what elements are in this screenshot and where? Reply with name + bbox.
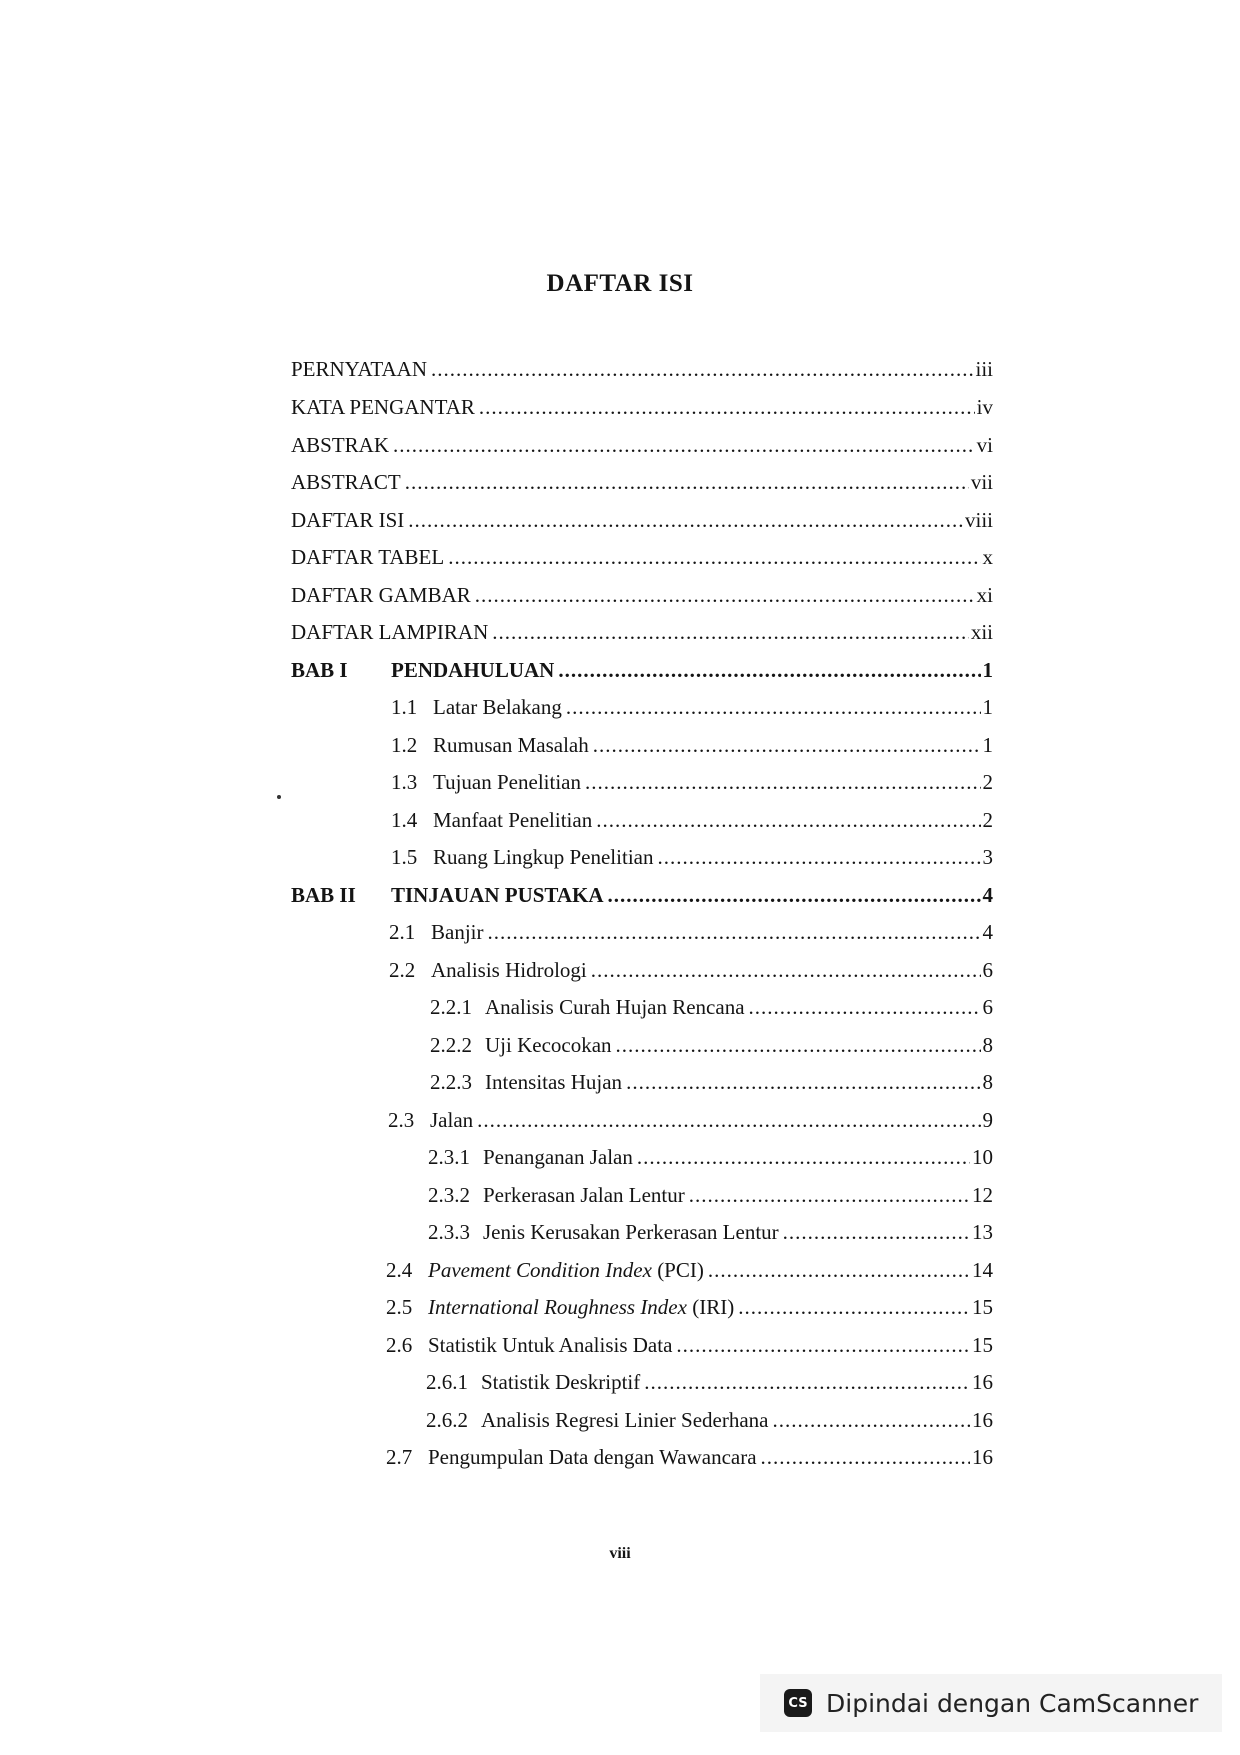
leader-dots (566, 693, 981, 721)
leader-dots (479, 393, 975, 421)
leader-dots (708, 1256, 970, 1284)
leader-dots (761, 1443, 970, 1471)
section-number: 2.5 (386, 1295, 413, 1319)
toc-label: Statistik Untuk Analisis Data (428, 1333, 673, 1357)
toc-page: vii (970, 470, 993, 494)
toc-section-entry[interactable] (391, 693, 993, 723)
stray-dot (277, 795, 281, 799)
leader-dots (558, 656, 980, 684)
toc-label: PENDAHULUAN (391, 658, 555, 682)
toc-label (428, 1293, 734, 1321)
toc-subsection-entry[interactable] (430, 1068, 993, 1098)
leader-dots (585, 768, 981, 796)
toc-entry[interactable] (291, 581, 993, 611)
toc-subsection-entry[interactable] (430, 993, 993, 1023)
toc-label-italic: Pavement Condition Index (428, 1258, 652, 1282)
section-number: 2.4 (386, 1258, 413, 1282)
toc-page: 8 (982, 1033, 993, 1057)
section-number: 2.2.2 (430, 1033, 472, 1057)
toc-subsection-entry[interactable] (426, 1406, 993, 1436)
leader-dots (593, 731, 981, 759)
toc-section-entry[interactable] (391, 731, 993, 761)
toc-entry[interactable] (291, 431, 993, 461)
toc-page: xi (976, 583, 993, 607)
leader-dots (749, 993, 981, 1021)
toc-label-italic: International Roughness Index (428, 1295, 687, 1319)
toc-subsection-entry[interactable] (426, 1368, 993, 1398)
toc-label: TINJAUAN PUSTAKA (391, 883, 604, 907)
toc-page: 2 (982, 770, 993, 794)
leader-dots (431, 355, 973, 383)
toc-page: 9 (982, 1108, 993, 1132)
section-number: 2.3 (388, 1108, 415, 1132)
section-number: 2.1 (389, 920, 416, 944)
toc-label: ABSTRACT (291, 470, 401, 494)
leader-dots (644, 1368, 970, 1396)
toc-page: 16 (972, 1408, 993, 1432)
leader-dots (773, 1406, 971, 1434)
leader-dots (676, 1331, 970, 1359)
section-number: 2.2 (389, 958, 416, 982)
toc-label: ABSTRAK (291, 433, 390, 457)
leader-dots (488, 918, 981, 946)
toc-page: 16 (972, 1370, 993, 1394)
toc-page: iii (975, 357, 993, 381)
toc-label: DAFTAR GAMBAR (291, 583, 471, 607)
leader-dots (657, 843, 980, 871)
leader-dots (492, 618, 969, 646)
toc-page: 1 (982, 733, 993, 757)
leader-dots (783, 1218, 970, 1246)
toc-section-entry[interactable] (386, 1443, 993, 1473)
section-number: 1.4 (391, 808, 418, 832)
toc-chapter-entry[interactable] (291, 881, 993, 911)
toc-label: Statistik Deskriptif (481, 1370, 641, 1394)
toc-page: 8 (982, 1070, 993, 1094)
toc-label (428, 1256, 704, 1284)
toc-label: Ruang Lingkup Penelitian (433, 845, 654, 869)
toc-label: Analisis Curah Hujan Rencana (485, 995, 745, 1019)
toc-entry[interactable] (291, 393, 993, 423)
toc-page: x (982, 545, 993, 569)
leader-dots (475, 581, 975, 609)
toc-label: Pengumpulan Data dengan Wawancara (428, 1445, 757, 1469)
section-number: 2.6.1 (426, 1370, 468, 1394)
toc-page: 4 (982, 883, 993, 907)
toc-entry[interactable] (291, 506, 993, 536)
section-number: 2.2.3 (430, 1070, 472, 1094)
toc-page: 15 (972, 1333, 993, 1357)
leader-dots (608, 881, 981, 909)
leader-dots (405, 468, 969, 496)
toc-label: DAFTAR TABEL (291, 545, 445, 569)
leader-dots (393, 431, 975, 459)
toc-entry[interactable] (291, 468, 993, 498)
toc-page: viii (964, 508, 993, 532)
toc-page: 6 (982, 958, 993, 982)
toc-entry[interactable] (291, 355, 993, 385)
toc-section-entry[interactable] (391, 768, 993, 798)
toc-section-entry[interactable] (386, 1256, 993, 1286)
toc-entry[interactable] (291, 618, 993, 648)
chapter-number: BAB II (291, 883, 356, 907)
section-number: 2.2.1 (430, 995, 472, 1019)
toc-label: KATA PENGANTAR (291, 395, 475, 419)
toc-label: Analisis Hidrologi (431, 958, 587, 982)
page-number: viii (609, 1545, 631, 1562)
toc-entry[interactable] (291, 543, 993, 573)
toc-label: Intensitas Hujan (485, 1070, 623, 1094)
toc-label: Analisis Regresi Linier Sederhana (481, 1408, 769, 1432)
toc-page: 1 (982, 658, 993, 682)
watermark-text: Dipindai dengan CamScanner (826, 1688, 1199, 1718)
toc-chapter-entry[interactable] (291, 656, 993, 686)
toc-section-entry[interactable] (386, 1331, 993, 1361)
toc-label: Manfaat Penelitian (433, 808, 593, 832)
toc-section-entry[interactable] (388, 1106, 993, 1136)
section-number: 1.3 (391, 770, 418, 794)
toc-label: Rumusan Masalah (433, 733, 589, 757)
leader-dots (591, 956, 981, 984)
toc-label: Uji Kecocokan (485, 1033, 612, 1057)
leader-dots (637, 1143, 970, 1171)
section-number: 1.5 (391, 845, 418, 869)
camscanner-logo-icon: CS (784, 1689, 812, 1717)
toc-page: 1 (982, 695, 993, 719)
toc-page: xii (970, 620, 993, 644)
section-number: 2.3.1 (428, 1145, 470, 1169)
toc-label: Jalan (430, 1108, 474, 1132)
toc-section-entry[interactable] (389, 956, 993, 986)
toc-subsection-entry[interactable] (428, 1218, 993, 1248)
toc-label: Latar Belakang (433, 695, 562, 719)
section-number: 1.1 (391, 695, 418, 719)
toc-page: 16 (972, 1445, 993, 1469)
toc-label: DAFTAR LAMPIRAN (291, 620, 489, 644)
toc-section-entry[interactable] (391, 843, 993, 873)
toc-label: Perkerasan Jalan Lentur (483, 1183, 685, 1207)
toc-label: Banjir (431, 920, 484, 944)
page-title: DAFTAR ISI (546, 270, 694, 297)
toc-page: vi (976, 433, 993, 457)
section-number: 2.7 (386, 1445, 413, 1469)
chapter-number: BAB I (291, 658, 348, 682)
toc-label: Tujuan Penelitian (433, 770, 581, 794)
toc-page: 4 (982, 920, 993, 944)
toc-subsection-entry[interactable] (430, 1031, 993, 1061)
toc-section-entry[interactable] (389, 918, 993, 948)
toc-label-suffix: (PCI) (651, 1258, 704, 1282)
leader-dots (738, 1293, 970, 1321)
leader-dots (596, 806, 980, 834)
section-number: 1.2 (391, 733, 418, 757)
toc-label-suffix: (IRI) (686, 1295, 735, 1319)
toc-label: DAFTAR ISI (291, 508, 405, 532)
toc-page: 14 (972, 1258, 993, 1282)
toc-label: Jenis Kerusakan Perkerasan Lentur (483, 1220, 779, 1244)
toc-subsection-entry[interactable] (428, 1181, 993, 1211)
toc-section-entry[interactable] (386, 1293, 993, 1323)
toc-page: 2 (982, 808, 993, 832)
leader-dots (448, 543, 980, 571)
section-number: 2.6 (386, 1333, 413, 1357)
section-number: 2.6.2 (426, 1408, 468, 1432)
section-number: 2.3.3 (428, 1220, 470, 1244)
toc-label: PERNYATAAN (291, 357, 427, 381)
toc-page: 6 (982, 995, 993, 1019)
toc-page: 12 (972, 1183, 993, 1207)
camscanner-watermark (760, 1674, 1222, 1732)
toc-page: iv (976, 395, 993, 419)
toc-page: 10 (972, 1145, 993, 1169)
leader-dots (689, 1181, 970, 1209)
section-number: 2.3.2 (428, 1183, 470, 1207)
toc-subsection-entry[interactable] (428, 1143, 993, 1173)
toc-page: 13 (972, 1220, 993, 1244)
leader-dots (616, 1031, 981, 1059)
toc-page: 3 (982, 845, 993, 869)
leader-dots (408, 506, 963, 534)
toc-label: Penanganan Jalan (483, 1145, 633, 1169)
leader-dots (477, 1106, 980, 1134)
leader-dots (626, 1068, 980, 1096)
toc-page: 15 (972, 1295, 993, 1319)
toc-section-entry[interactable] (391, 806, 993, 836)
